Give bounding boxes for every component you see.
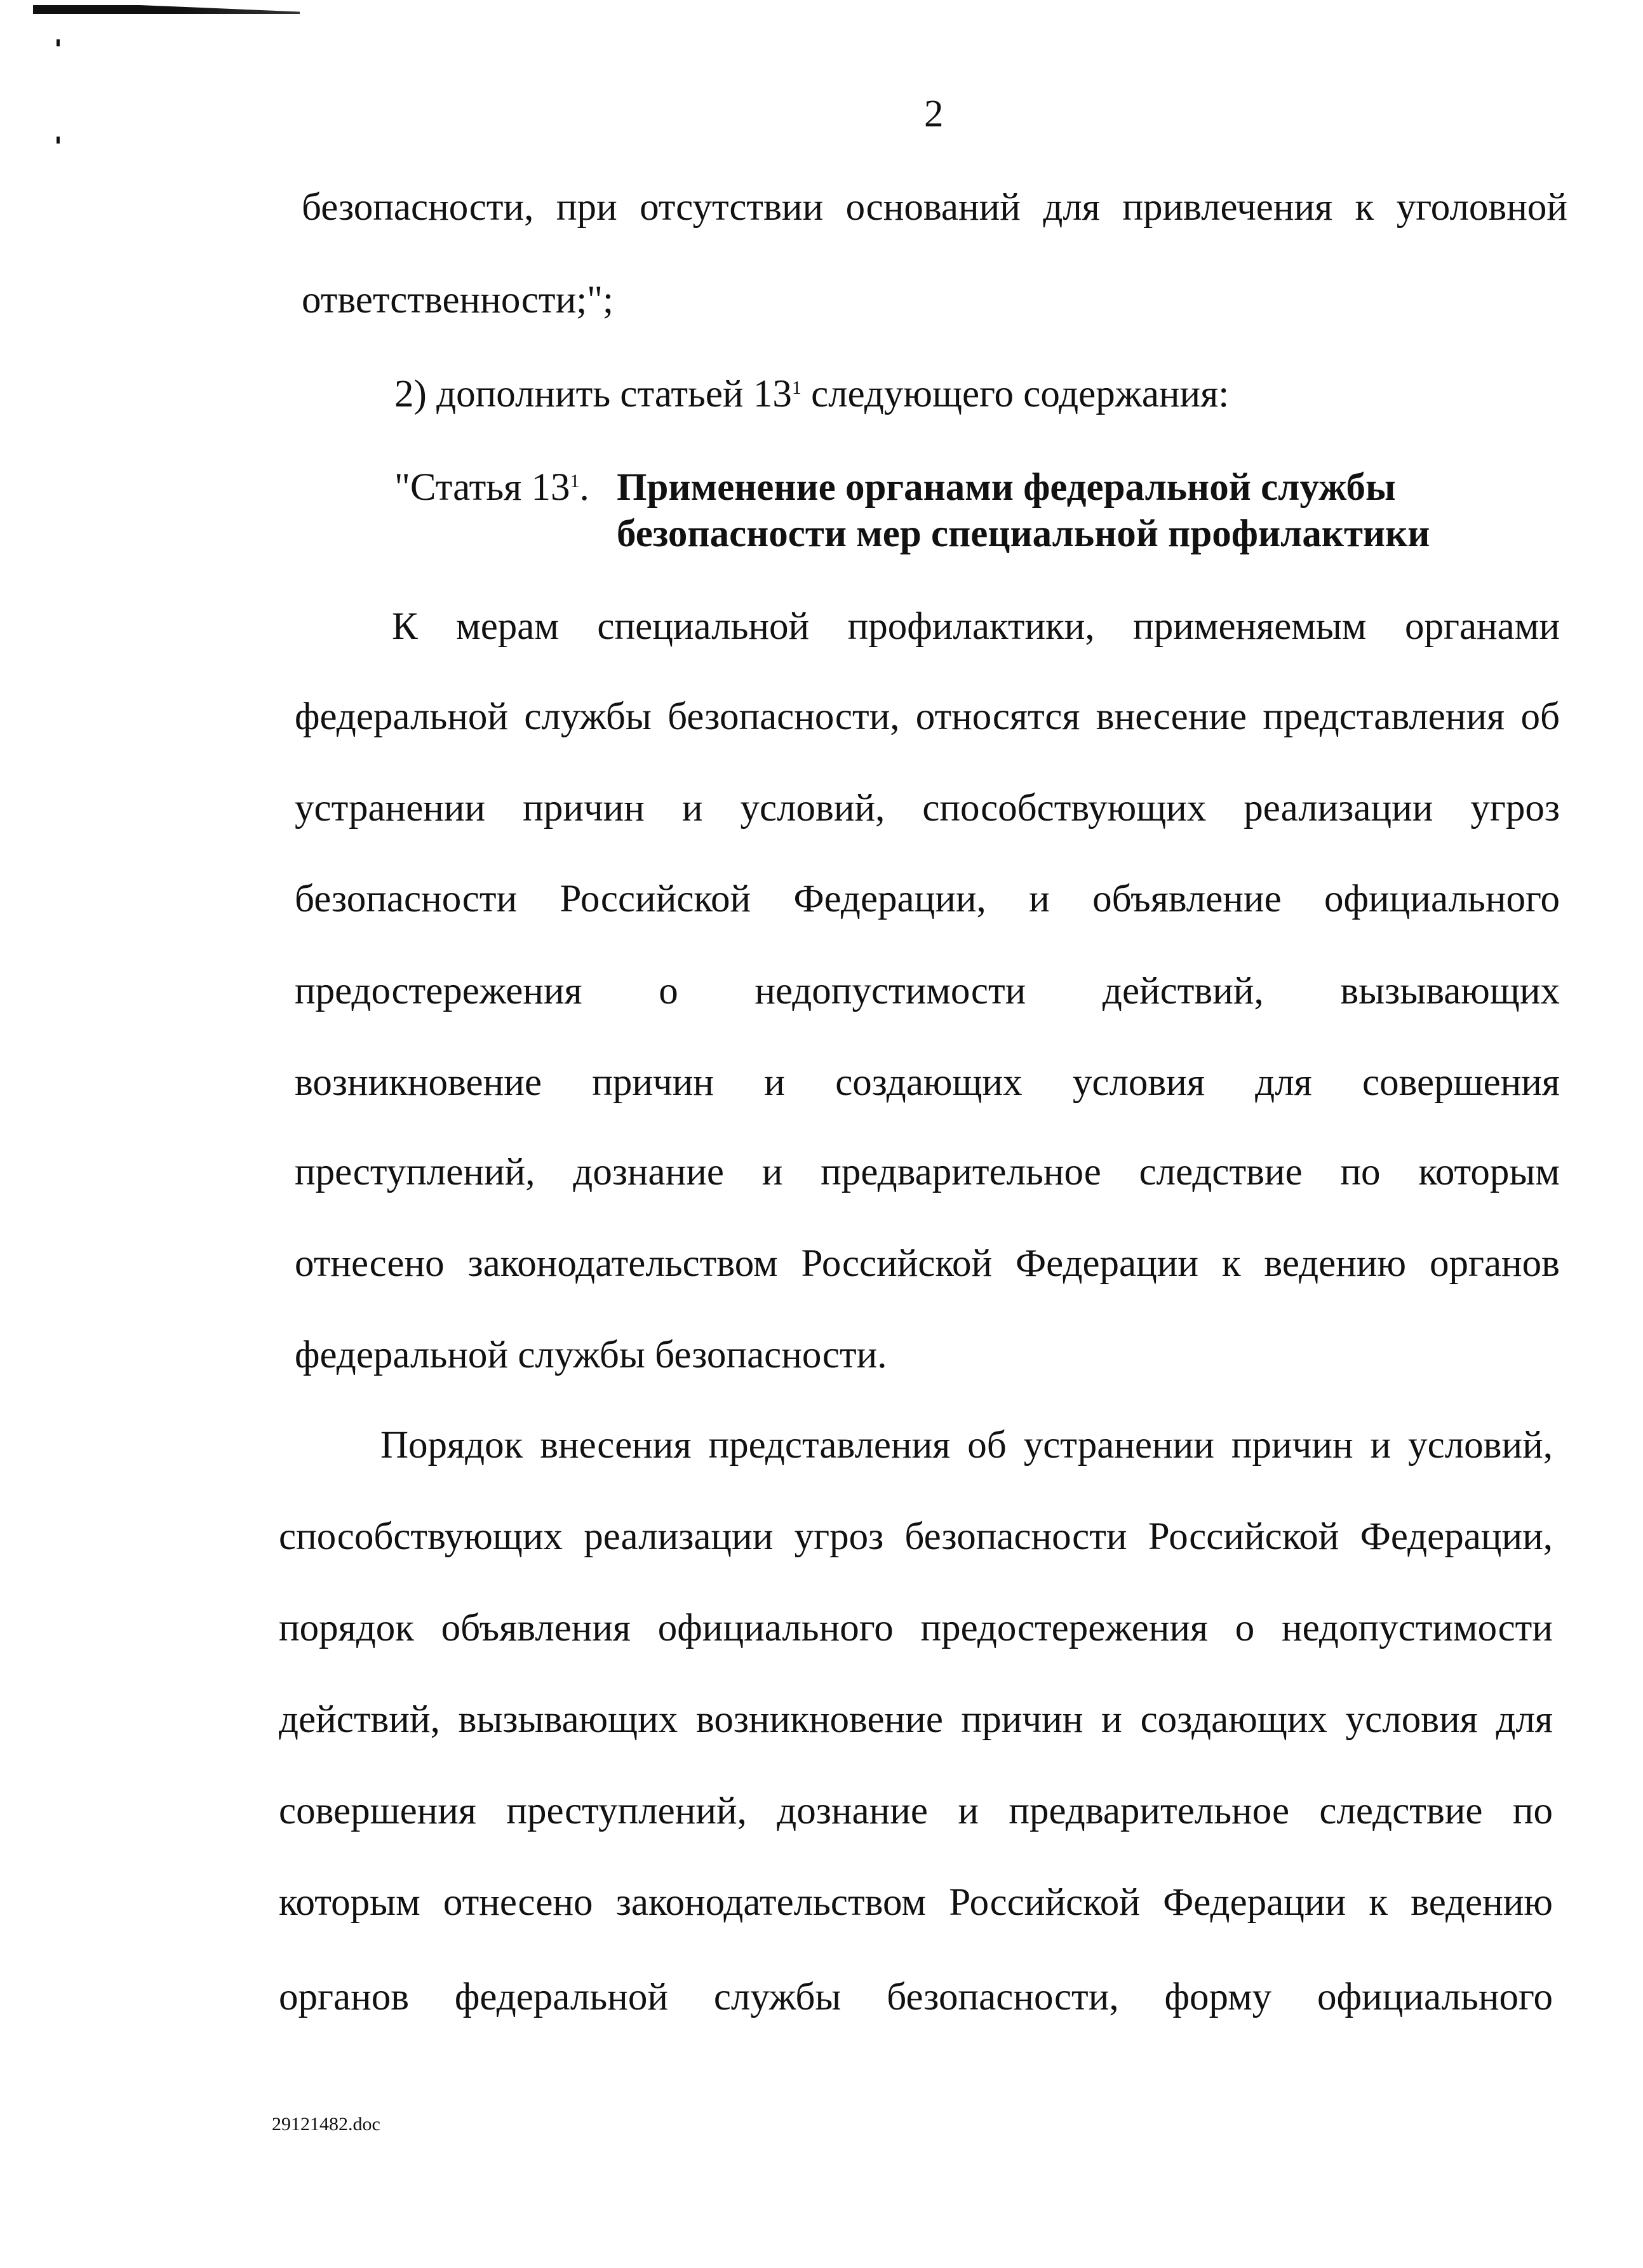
text-line: порядок объявления официального предостережения о недопустимости bbox=[279, 1607, 1553, 1649]
text-line: безопасности Российской Федерации, и объявление официального bbox=[295, 878, 1560, 920]
text-line: которым отнесено законодательством Российской Федерации к ведению bbox=[279, 1881, 1553, 1924]
article-title-text: Применение органами федеральной службы bbox=[617, 466, 1396, 509]
article-dot: . bbox=[579, 466, 589, 509]
scan-dot bbox=[57, 137, 60, 144]
text-line: действий, вызывающих возникновение причин и создающих условия для bbox=[279, 1698, 1553, 1741]
text-line: федеральной службы безопасности, относятся внесение представления об bbox=[295, 695, 1560, 738]
document-filename: 29121482.doc bbox=[272, 2114, 380, 2135]
text-line: Порядок внесения представления об устранении причин и условий, bbox=[380, 1424, 1553, 1466]
article-heading-prefix bbox=[394, 462, 589, 513]
item-2 bbox=[394, 369, 1229, 420]
scan-edge-mark bbox=[33, 5, 300, 14]
article-title-text: безопасности мер специальной профилактики bbox=[617, 513, 1430, 555]
article-title-line bbox=[617, 509, 1430, 560]
superscript: 1 bbox=[791, 377, 801, 398]
item-2-text: 2) дополнить статьей 13 bbox=[394, 373, 792, 415]
text-line: способствующих реализации угроз безопасности Российской Федерации, bbox=[279, 1515, 1553, 1558]
text-line: федеральной службы безопасности. bbox=[295, 1334, 887, 1376]
text-line: возникновение причин и создающих условия для совершения bbox=[295, 1061, 1560, 1104]
text-line: отнесено законодательством Российской Федерации к ведению органов bbox=[295, 1242, 1560, 1285]
text-line: устранении причин и условий, способствующих реализации угроз bbox=[295, 787, 1560, 829]
text-line: безопасности, при отсутствии оснований для привлечения к уголовной bbox=[302, 186, 1567, 229]
text-line: ответственности;"; bbox=[302, 279, 614, 321]
article-label: "Статья 13 bbox=[394, 466, 570, 509]
text-line: совершения преступлений, дознание и предварительное следствие по bbox=[279, 1790, 1553, 1832]
text-line: преступлений, дознание и предварительное следствие по которым bbox=[295, 1151, 1560, 1193]
scan-dot bbox=[57, 39, 60, 46]
text-line: органов федеральной службы безопасности, форму официального bbox=[279, 1976, 1553, 2018]
superscript: 1 bbox=[570, 471, 580, 492]
page-number: 2 bbox=[924, 93, 944, 135]
item-2-rest: следующего содержания: bbox=[801, 373, 1230, 415]
text-line: К мерам специальной профилактики, применяемым органами bbox=[392, 605, 1560, 648]
article-title-line bbox=[617, 462, 1396, 513]
text-line: предостережения о недопустимости действий, вызывающих bbox=[295, 970, 1560, 1012]
